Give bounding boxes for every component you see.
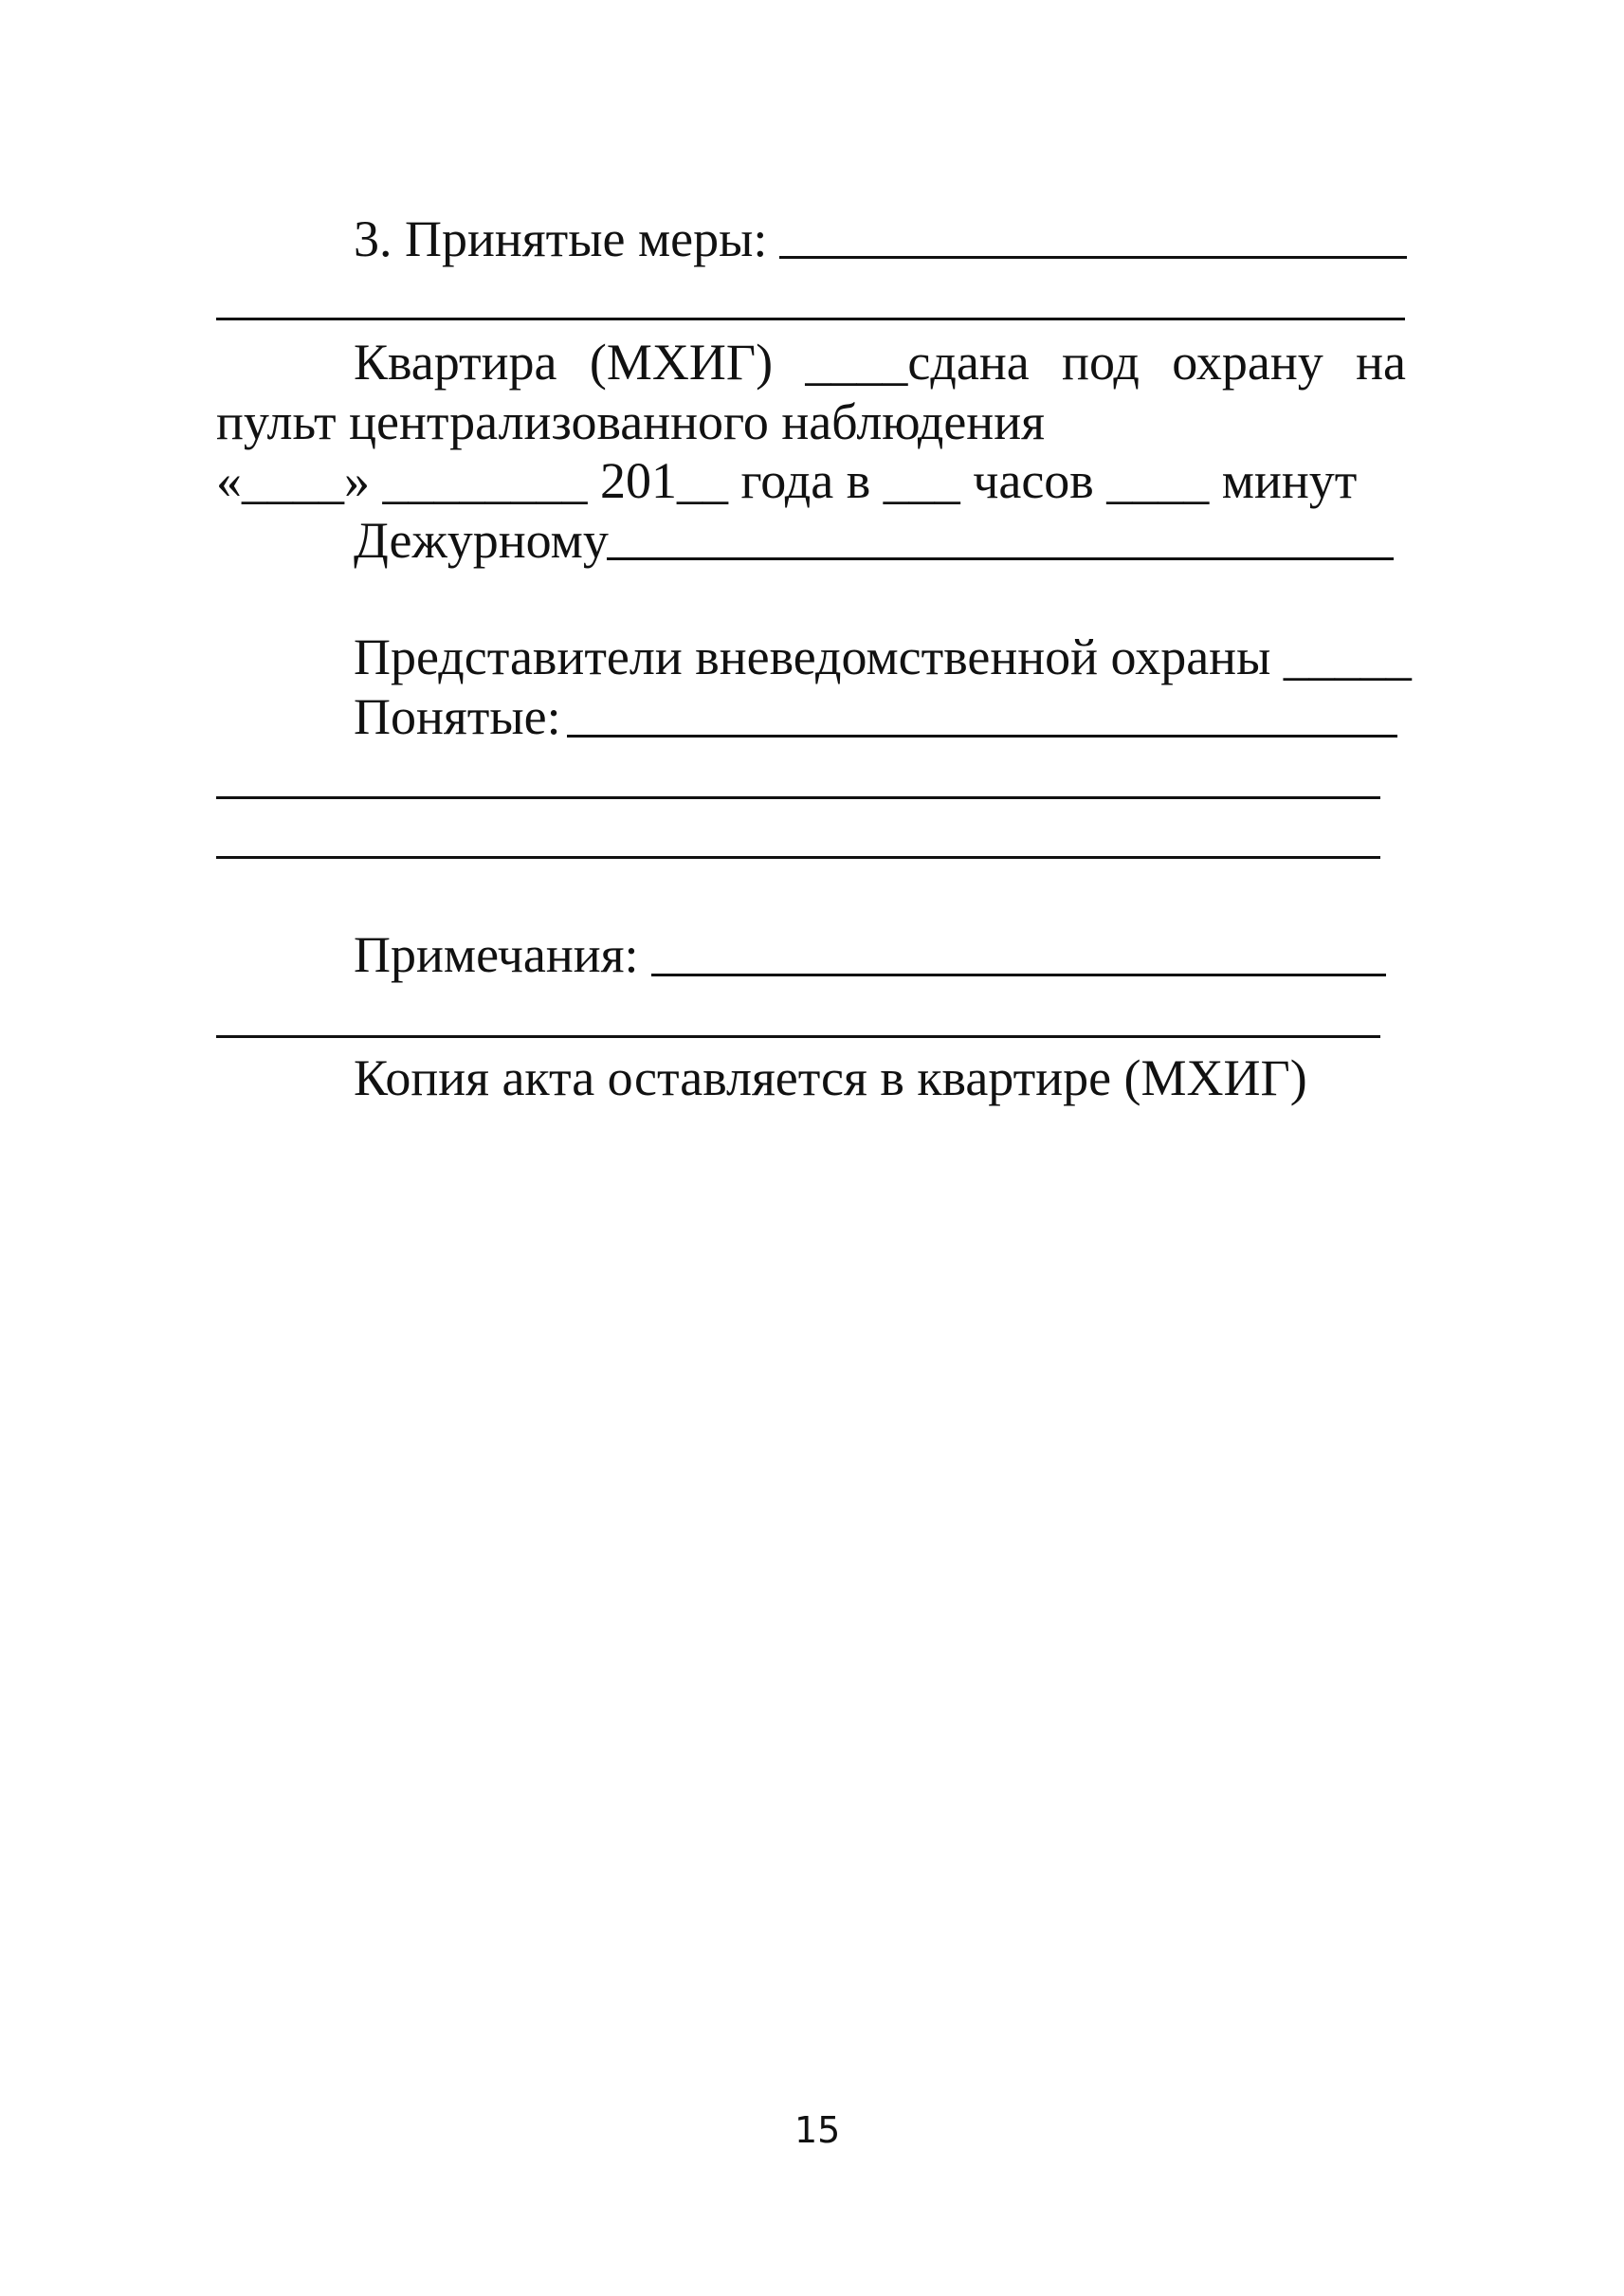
measures-field[interactable] [779, 256, 1407, 259]
apartment-word-4: под [1062, 334, 1140, 391]
representatives-label[interactable]: Представители вневедомственной охраны _____ [354, 629, 1412, 685]
apartment-line-2: пульт централизованного наблюдения [216, 393, 1045, 450]
apartment-word-2: (МХИГ) [589, 334, 774, 391]
witnesses-field-2[interactable] [216, 796, 1380, 799]
notes-field-2[interactable] [216, 1035, 1380, 1038]
page-number: 15 [794, 2109, 841, 2151]
notes-label: Примечания: [354, 926, 639, 983]
witnesses-label: Понятые: [354, 688, 561, 745]
copy-note: Копия акта оставляется в квартире (МХИГ) [354, 1049, 1307, 1106]
apartment-word-6: на [1356, 334, 1406, 391]
apartment-word-1: Квартира [354, 334, 557, 391]
measures-field-continuation[interactable] [216, 318, 1405, 320]
apartment-line-1 [354, 334, 1406, 391]
measures-label: 3. Принятые меры: [354, 210, 768, 267]
apartment-word-5: охрану [1172, 334, 1323, 391]
duty-field[interactable] [607, 557, 1394, 560]
apartment-word-3: ____сдана [805, 334, 1030, 391]
notes-field[interactable] [651, 974, 1386, 976]
duty-label: Дежурному [354, 512, 609, 569]
date-time-line[interactable]: «____» ________ 201__ года в ___ часов ____ минут [216, 452, 1358, 509]
witnesses-field[interactable] [567, 735, 1397, 738]
witnesses-field-3[interactable] [216, 856, 1380, 859]
